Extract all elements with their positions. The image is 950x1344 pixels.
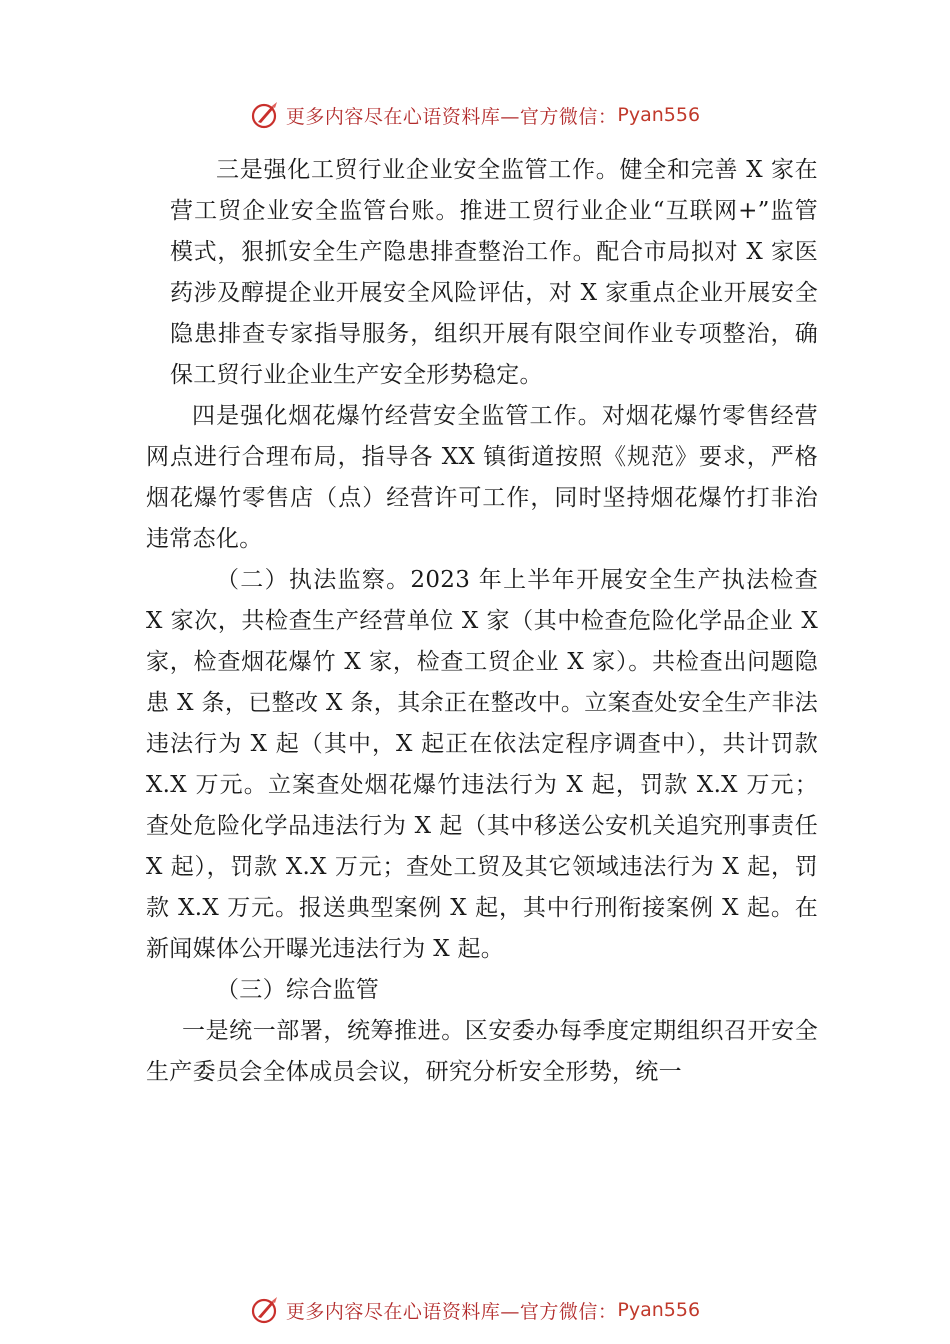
section-heading-comprehensive: （三）综合监管 — [216, 977, 380, 1003]
header-banner — [0, 95, 950, 135]
document-body — [146, 150, 818, 1093]
wechat-id: Pyan556 — [617, 1299, 701, 1321]
paragraph-industry-trade: 三是强化工贸行业企业安全监管工作。健全和完善 X 家在营工贸企业安全监管台账。推进工贸行业企业“互联网+”监管模式，狠抓安全生产隐患排查整治工作。配合市局拟对 X 家医药涉及醇提企业开展安全风险评估，对 X 家重点企业开展安全隐患排查专家指导服务，组织开展有限空间作业专项整治，确保工贸行业企业生产安全形势稳定。 — [170, 157, 818, 388]
quill-circle-icon — [250, 100, 280, 130]
wechat-id: Pyan556 — [617, 104, 701, 126]
quill-circle-icon — [250, 1295, 280, 1325]
paragraph-unified-deployment: 一是统一部署，统筹推进。区安委办每季度定期组织召开安全生产委员会全体成员会议，研究分析安全形势，统一 — [146, 1018, 818, 1085]
promo-text: 更多内容尽在心语资料库—官方微信： — [285, 1300, 618, 1323]
paragraph-fireworks: 四是强化烟花爆竹经营安全监管工作。对烟花爆竹零售经营网点进行合理布局，指导各 XX 镇街道按照《规范》要求，严格烟花爆竹零售店（点）经营许可工作，同时坚持烟花爆竹打非治违常态化。 — [146, 403, 818, 552]
paragraph-law-enforcement: （二）执法监察。2023 年上半年开展安全生产执法检查 X 家次，共检查生产经营单位 X 家（其中检查危险化学品企业 X 家，检查烟花爆竹 X 家，检查工贸企业 X 家）。共检查出问题隐患 X 条，已整改 X 条，其余正在整改中。立案查处安全生产非法违法行为 X 起（其中，X 起正在依法定程序调查中），共计罚款 X.X 万元。立案查处烟花爆竹违法行为 X 起，罚款 X.X 万元；查处危险化学品违法行为 X 起（其中移送公安机关追究刑事责任 X 起），罚款 X.X 万元；查处工贸及其它领域违法行为 X 起，罚款 X.X 万元。报送典型案例 X 起，其中行刑衔接案例 X 起。在新闻媒体公开曝光违法行为 X 起。 — [146, 567, 818, 962]
footer-banner — [0, 1290, 950, 1330]
promo-text: 更多内容尽在心语资料库—官方微信： — [285, 105, 618, 128]
